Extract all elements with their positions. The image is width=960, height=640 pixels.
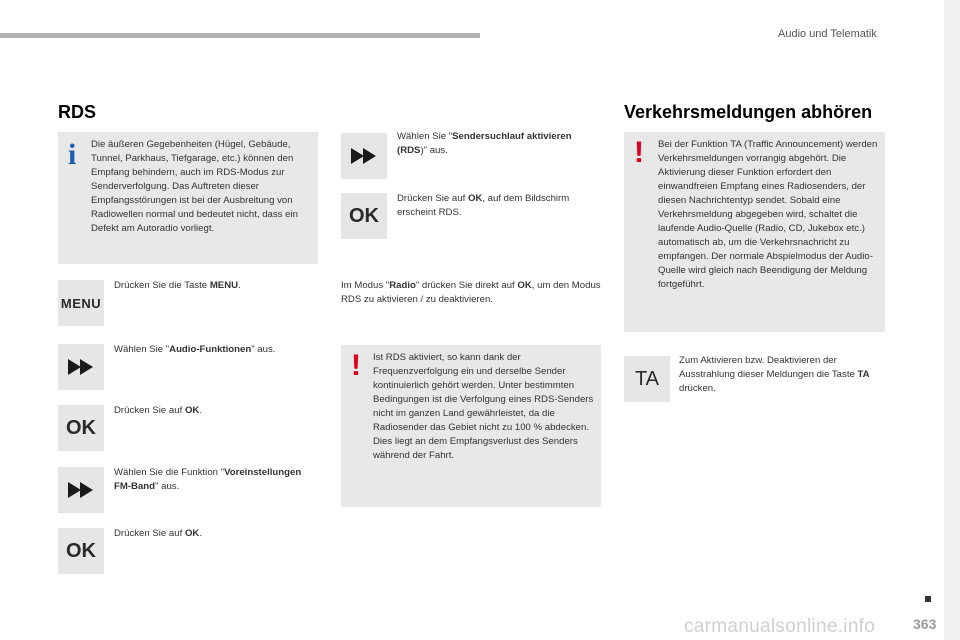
forward-button[interactable] — [341, 133, 387, 179]
header-rule — [0, 33, 480, 38]
watermark: carmanualsonline.info — [684, 616, 876, 637]
page-number: 363 — [913, 616, 937, 632]
ok-button-label: OK — [66, 416, 96, 439]
step-confirm-rds: Drücken Sie auf OK, auf dem Bildschirm erscheint RDS. — [397, 193, 570, 218]
ok-button-label: OK — [349, 204, 379, 227]
step-select-fm-presets: Wählen Sie die Funktion "Voreinstellungen FM-Band" aus. — [114, 467, 302, 492]
step-press-ta: Zum Aktivieren bzw. Deaktivieren der Ausstrahlung dieser Meldungen die Taste TA drücken. — [679, 355, 870, 394]
rds-heading: RDS — [58, 102, 97, 122]
rds-info-text: Die äußeren Gegebenheiten (Hügel, Gebäude, Tunnel, Parkhaus, Tiefgarage, etc.) können den Empfang behindern, auch im RDS-Modus zur Senderverfolgung. Das Auftreten dieser Empfangsstörungen ist bei der Ausbreitung von Radiowellen normal und bedeutet nicht, dass ein Defekt am Autoradio vorliegt. — [91, 139, 298, 234]
page-end-marker — [925, 596, 931, 602]
rds-info-box — [58, 132, 318, 264]
step-activate-rds-search: Wählen Sie "Sendersuchlauf aktivieren (RDS)" aus. — [397, 131, 572, 156]
ta-button-label: TA — [634, 367, 660, 390]
rds-warning-box — [341, 345, 601, 507]
traffic-warning-box — [624, 132, 885, 332]
radio-mode-text: Im Modus "Radio" drücken Sie direkt auf OK, um den Modus RDS zu aktivieren / zu deaktivieren. — [341, 280, 601, 305]
warning-icon: ! — [634, 136, 644, 169]
menu-button-label: MENU — [60, 295, 102, 311]
step-press-menu: Drücken Sie die Taste MENU. — [114, 280, 241, 291]
step-select-audio-functions: Wählen Sie "Audio-Funktionen" aus. — [114, 344, 276, 355]
ok-button[interactable] — [341, 193, 387, 239]
warning-icon: ! — [351, 349, 361, 382]
forward-button[interactable] — [58, 467, 104, 513]
ok-button[interactable] — [58, 405, 104, 451]
info-icon: i — [68, 138, 77, 171]
ta-button[interactable] — [624, 356, 670, 402]
step-press-ok: Drücken Sie auf OK. — [114, 405, 202, 416]
forward-icon — [68, 359, 94, 375]
rds-warning-text: Ist RDS aktiviert, so kann dank der Frequenzverfolgung ein und derselbe Sender kontinuierlich gehört werden. Unter bestimmten Bedingungen ist die Verfolgung eines RDS-Senders nicht im ganzen Land gewährleistet, da die Radiosender das Gebiet nicht zu 100 % abdecken. Dies liegt an dem Empfangsverlust des Senders während der Fahrt. — [373, 352, 594, 461]
traffic-heading: Verkehrsmeldungen abhören — [624, 102, 873, 122]
section-header: Audio und Telematik — [778, 28, 877, 40]
forward-icon — [351, 148, 377, 164]
page-edge — [944, 0, 960, 640]
ok-button-label: OK — [66, 539, 96, 562]
ok-button[interactable] — [58, 528, 104, 574]
forward-button[interactable] — [58, 344, 104, 390]
traffic-warning-text: Bei der Funktion TA (Traffic Announcement) werden Verkehrsmeldungen vorrangig abgehört. Die Aktivierung dieser Funktion erfordert den einwandfreien Empfang eines Radiosenders, der diesen Nachrichtentyp sendet. Sobald eine Verkehrsmeldung abgegeben wird, schaltet die laufende Audio-Quelle (Radio, CD, Jukebox etc.) automatisch ab, um die Verkehrsnachricht zu empfangen. Der normale Abspielmodus der Audio-Quelle wird gleich nach Beendigung der Meldung fortgeführt. — [658, 139, 878, 290]
step-press-ok-final: Drücken Sie auf OK. — [114, 528, 202, 539]
menu-button[interactable] — [58, 280, 104, 326]
forward-icon — [68, 482, 94, 498]
